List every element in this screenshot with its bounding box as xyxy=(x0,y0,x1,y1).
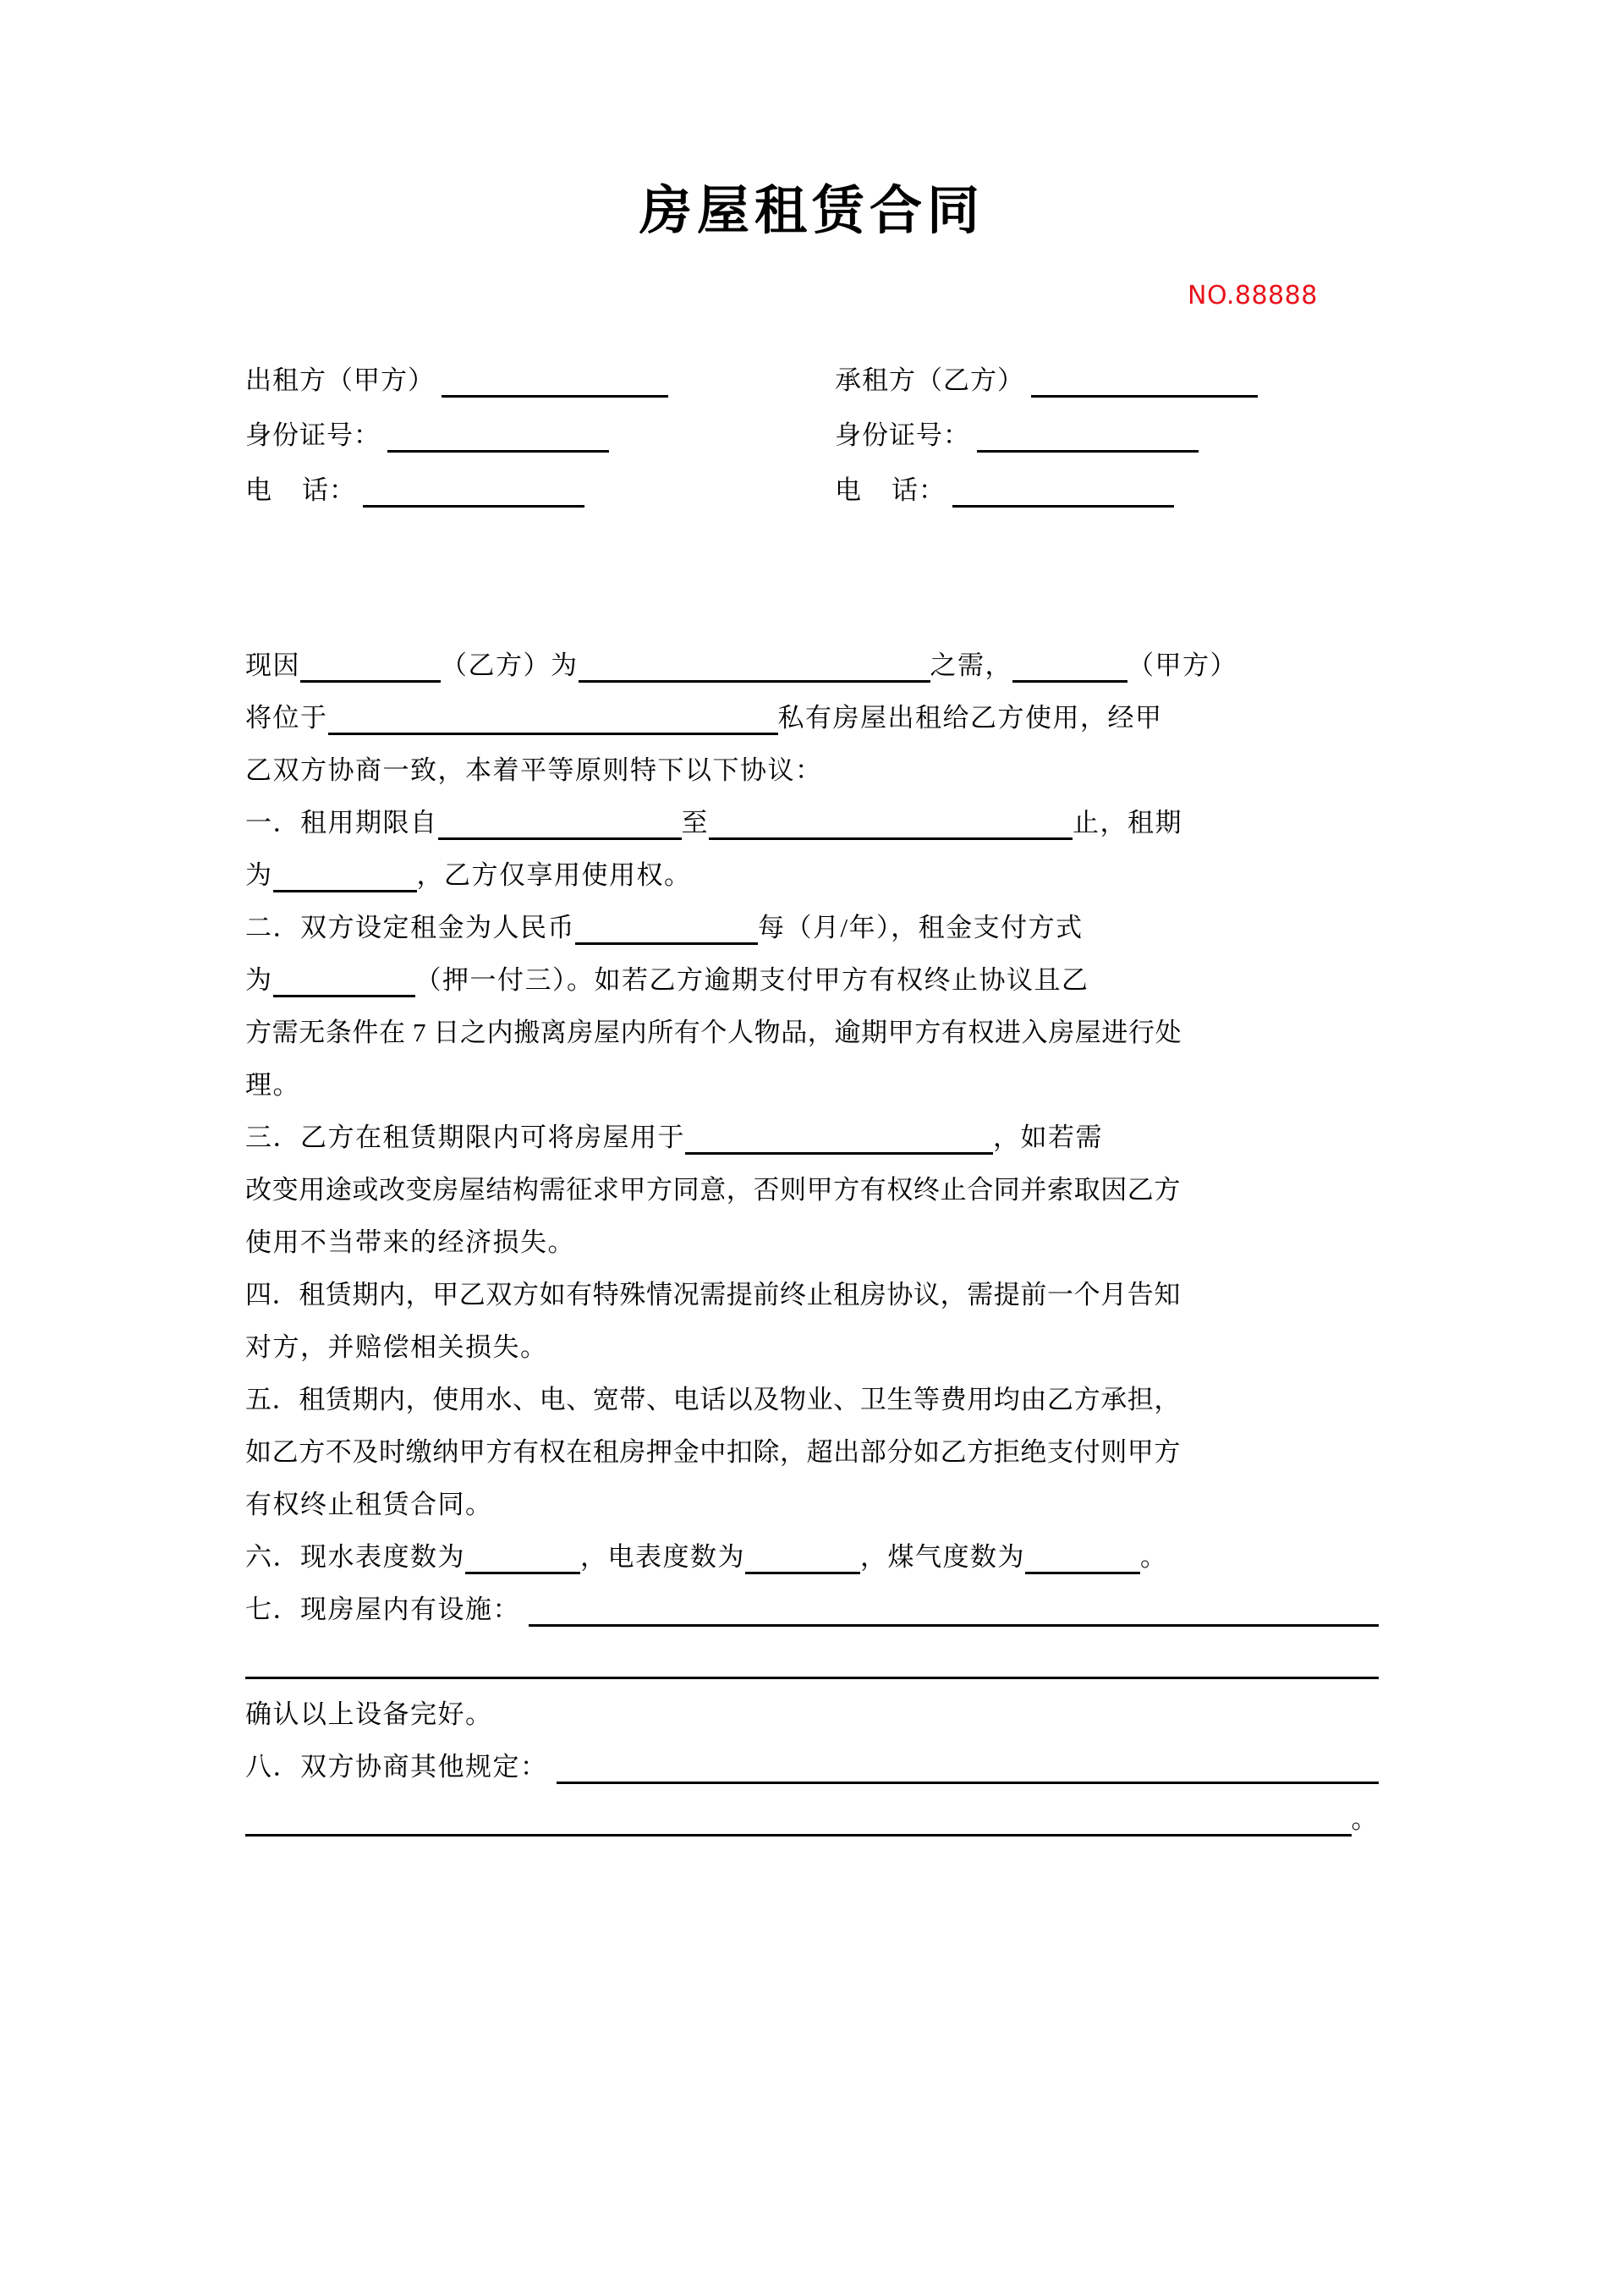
clause-four-line-1 xyxy=(245,1260,1379,1312)
lessee-id-blank[interactable] xyxy=(977,420,1199,453)
clause-two-line-2 xyxy=(245,945,1379,997)
clause-one-a: 一．租用期限自 xyxy=(245,808,438,837)
clause-five-c: 有权终止租赁合同。 xyxy=(245,1490,493,1519)
preamble-line-2 xyxy=(245,683,1379,735)
lessee-id-label: 身份证号： xyxy=(835,420,970,450)
clause-two-a: 二．双方设定租金为人民币 xyxy=(245,913,575,942)
preamble-address-blank[interactable] xyxy=(328,702,778,735)
preamble-l1-a: 现因 xyxy=(245,651,300,680)
confirm-text: 确认以上设备完好。 xyxy=(245,1699,493,1729)
lessee-id-field[interactable] xyxy=(812,419,1379,453)
clause-five-a: 五．租赁期内，使用水、电、宽带、电话以及物业、卫生等费用均由乙方承担， xyxy=(245,1385,1181,1414)
lessor-name-field[interactable] xyxy=(245,364,812,398)
clause-one-end-date-blank[interactable] xyxy=(709,807,1073,840)
party-grid xyxy=(245,364,1379,508)
preamble-line-1 xyxy=(245,630,1379,683)
lessee-label: 承租方（乙方） xyxy=(835,365,1024,395)
clause-two-line-4 xyxy=(245,1050,1379,1102)
lessee-phone-blank[interactable] xyxy=(952,475,1174,508)
clause-four-line-2 xyxy=(245,1312,1379,1364)
clause-six-a: 六．现水表度数为 xyxy=(245,1542,465,1572)
clause-three-line-2 xyxy=(245,1155,1379,1207)
party-info-section xyxy=(245,364,1379,529)
other-terms-blank-1[interactable] xyxy=(557,1751,1380,1784)
clause-six-b: ，电表度数为 xyxy=(580,1542,745,1572)
lessor-id-label: 身份证号： xyxy=(245,420,381,450)
title-block xyxy=(0,179,1624,241)
clause-two-b: 每（月/年），租金支付方式 xyxy=(758,913,1084,942)
clause-one-d: 为 xyxy=(245,860,273,890)
preamble-l1-b: （乙方）为 xyxy=(441,651,579,680)
clause-one-term-blank[interactable] xyxy=(273,859,417,892)
lessee-name-blank[interactable] xyxy=(1031,365,1258,398)
document-number: NO.88888 xyxy=(1188,281,1318,310)
clause-two-f: 理。 xyxy=(245,1070,300,1100)
clause-six-line xyxy=(245,1522,1379,1574)
clause-three-a: 三．乙方在租赁期限内可将房屋用于 xyxy=(245,1123,685,1152)
clause-eight-a: 八．双方协商其他规定： xyxy=(245,1752,548,1782)
clause-seven-line-2 xyxy=(245,1627,1379,1679)
clause-two-c: 为 xyxy=(245,965,273,995)
clause-three-line-1 xyxy=(245,1102,1379,1155)
clause-four-b: 对方，并赔偿相关损失。 xyxy=(245,1332,548,1362)
clause-three-usage-blank[interactable] xyxy=(685,1122,993,1155)
lessor-id-blank[interactable] xyxy=(387,420,609,453)
party-row-id xyxy=(245,419,1379,453)
preamble-l2-b: 私有房屋出租给乙方使用，经甲 xyxy=(777,703,1163,733)
facilities-blank-1[interactable] xyxy=(529,1594,1379,1627)
facilities-blank-2[interactable] xyxy=(245,1646,1379,1679)
contract-body xyxy=(245,630,1379,1837)
clause-two-line-3 xyxy=(245,997,1379,1050)
lessor-id-field[interactable] xyxy=(245,419,812,453)
water-meter-blank[interactable] xyxy=(465,1541,580,1574)
clause-seven-line-1 xyxy=(245,1574,1379,1627)
clause-one-line-1 xyxy=(245,788,1379,840)
preamble-l3: 乙双方协商一致，本着平等原则特下以下协议： xyxy=(245,755,823,785)
preamble-purpose-blank[interactable] xyxy=(579,650,930,683)
clause-three-line-3 xyxy=(245,1207,1379,1260)
clause-eight-line-1 xyxy=(245,1732,1379,1784)
clause-three-d: 使用不当带来的经济损失。 xyxy=(245,1227,575,1257)
clause-eight-line-2 xyxy=(245,1784,1379,1837)
clause-two-payment-method-blank[interactable] xyxy=(273,964,415,997)
clause-one-start-date-blank[interactable] xyxy=(438,807,682,840)
page-title: 房屋租赁合同 xyxy=(639,179,985,241)
clause-one-c: 止，租期 xyxy=(1073,808,1182,837)
gas-meter-blank[interactable] xyxy=(1025,1541,1140,1574)
party-row-phone xyxy=(245,474,1379,508)
clause-five-line-3 xyxy=(245,1469,1379,1522)
lessor-label: 出租方（甲方） xyxy=(245,365,435,395)
clause-six-c: ，煤气度数为 xyxy=(860,1542,1025,1572)
other-terms-blank-2[interactable] xyxy=(245,1804,1352,1837)
confirm-line xyxy=(245,1679,1379,1732)
clause-eight-end-mark: 。 xyxy=(1351,1804,1379,1834)
preamble-l1-d: （甲方） xyxy=(1127,651,1237,680)
clause-six-d: 。 xyxy=(1140,1542,1168,1572)
clause-three-b: ，如若需 xyxy=(993,1123,1103,1152)
party-row-name xyxy=(245,364,1379,398)
lessee-phone-field[interactable] xyxy=(812,474,1379,508)
lessee-name-field[interactable] xyxy=(812,364,1379,398)
electric-meter-blank[interactable] xyxy=(745,1541,860,1574)
clause-two-e: 方需无条件在 7 日之内搬离房屋内所有个人物品，逾期甲方有权进入房屋进行处 xyxy=(245,1018,1182,1047)
lessor-phone-label: 电 话： xyxy=(245,475,356,505)
preamble-l1-c: 之需， xyxy=(930,651,1012,680)
clause-seven-a: 七．现房屋内有设施： xyxy=(245,1595,520,1624)
clause-one-e: ，乙方仅享用使用权。 xyxy=(416,860,692,890)
lessee-phone-label: 电 话： xyxy=(835,475,946,505)
clause-one-line-2 xyxy=(245,840,1379,892)
lessor-phone-field[interactable] xyxy=(245,474,812,508)
preamble-reason-party-blank[interactable] xyxy=(300,650,441,683)
clause-five-line-1 xyxy=(245,1364,1379,1417)
preamble-l2-a: 将位于 xyxy=(245,703,328,733)
lessor-name-blank[interactable] xyxy=(442,365,668,398)
clause-two-d: （押一付三）。如若乙方逾期支付甲方有权终止协议且乙 xyxy=(414,965,1089,995)
clause-two-rent-blank[interactable] xyxy=(575,912,758,945)
clause-five-b: 如乙方不及时缴纳甲方有权在租房押金中扣除，超出部分如乙方拒绝支付则甲方 xyxy=(245,1437,1181,1467)
clause-five-line-2 xyxy=(245,1417,1379,1469)
clause-two-line-1 xyxy=(245,892,1379,945)
lessor-phone-blank[interactable] xyxy=(363,475,584,508)
clause-three-c: 改变用途或改变房屋结构需征求甲方同意，否则甲方有权终止合同并索取因乙方 xyxy=(245,1175,1181,1205)
preamble-lessor-blank[interactable] xyxy=(1012,650,1127,683)
preamble-line-3 xyxy=(245,735,1379,788)
clause-four-a: 四．租赁期内，甲乙双方如有特殊情况需提前终止租房协议，需提前一个月告知 xyxy=(245,1280,1181,1309)
clause-one-b: 至 xyxy=(681,808,709,837)
